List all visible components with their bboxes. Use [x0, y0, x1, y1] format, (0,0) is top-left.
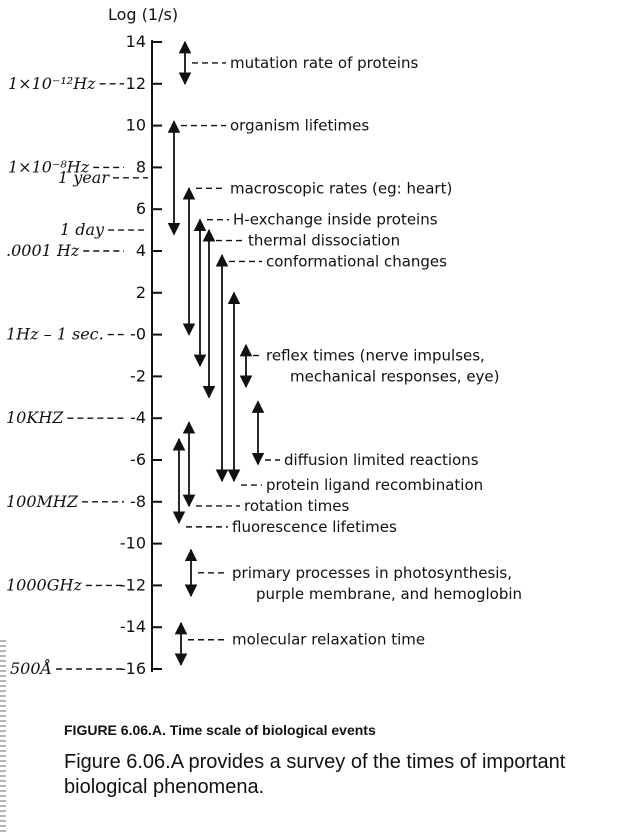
axis-tick-label: 4: [135, 241, 146, 260]
axis-tick-label: -14: [119, 617, 146, 637]
handwritten-note: 1×10⁻⁸Hz: [8, 157, 90, 177]
axis-tick-label: -0: [130, 324, 146, 344]
event-label: organism lifetimes: [230, 116, 370, 135]
event-label: thermal dissociation: [248, 231, 401, 250]
event-ranges: [174, 42, 522, 665]
figure-caption-body: Figure 6.06.A provides a survey of the times of important biological phenomena.: [64, 751, 566, 798]
handwritten-note: 500Å: [10, 659, 53, 678]
axis-tick-label: -8: [130, 491, 146, 511]
handwritten-note: 1 day: [60, 220, 105, 240]
figure-caption-title: FIGURE 6.06.A. Time scale of biological events: [64, 722, 376, 738]
handwritten-note: 1000GHz: [6, 575, 82, 595]
axis-tick-label: 2: [135, 282, 146, 302]
axis-tick-label: -10: [119, 533, 146, 553]
event-label: H-exchange inside proteins: [233, 210, 438, 229]
handwritten-note: .0001 Hz: [6, 241, 80, 260]
axis-tick-label: -16: [119, 659, 146, 678]
scan-edge-mark: [0, 640, 6, 833]
handwritten-note: 1×10⁻¹²Hz: [8, 73, 96, 93]
axis-tick-label: 10: [125, 115, 146, 135]
handwritten-note: 1 year: [58, 167, 109, 187]
event-label-line2: purple membrane, and hemoglobin: [256, 584, 523, 603]
event-label: diffusion limited reactions: [284, 451, 479, 469]
event-label: reflex times (nerve impulses,: [266, 346, 485, 365]
axis-tick-label: -2: [130, 366, 146, 386]
axis-tick-label: -6: [130, 450, 146, 469]
handwritten-note: 10KHZ: [6, 408, 64, 428]
handwritten-note: 1Hz – 1 sec.: [6, 324, 104, 344]
event-label: molecular relaxation time: [232, 630, 426, 649]
axis-tick-label: 14: [125, 32, 146, 51]
axis-ticks: [120, 32, 162, 678]
handwritten-note: 100MHZ: [6, 491, 78, 511]
event-label: primary processes in photosynthesis,: [232, 563, 513, 582]
event-label: protein ligand recombination: [266, 476, 484, 495]
event-label: conformational changes: [266, 252, 447, 271]
axis-tick-label: 8: [135, 157, 146, 177]
axis-tick-label: 12: [125, 73, 146, 93]
axis-tick-label: 6: [135, 199, 146, 219]
axis-tick-label: -4: [130, 408, 146, 428]
event-label: rotation times: [244, 496, 350, 515]
event-label-line2: mechanical responses, eye): [290, 367, 500, 386]
axis-tick-label: -12: [119, 575, 146, 595]
event-label: mutation rate of proteins: [230, 53, 419, 72]
event-label: fluorescence lifetimes: [232, 517, 397, 536]
event-label: macroscopic rates (eg: heart): [230, 179, 453, 198]
axis-title: Log (1/s): [108, 5, 179, 24]
